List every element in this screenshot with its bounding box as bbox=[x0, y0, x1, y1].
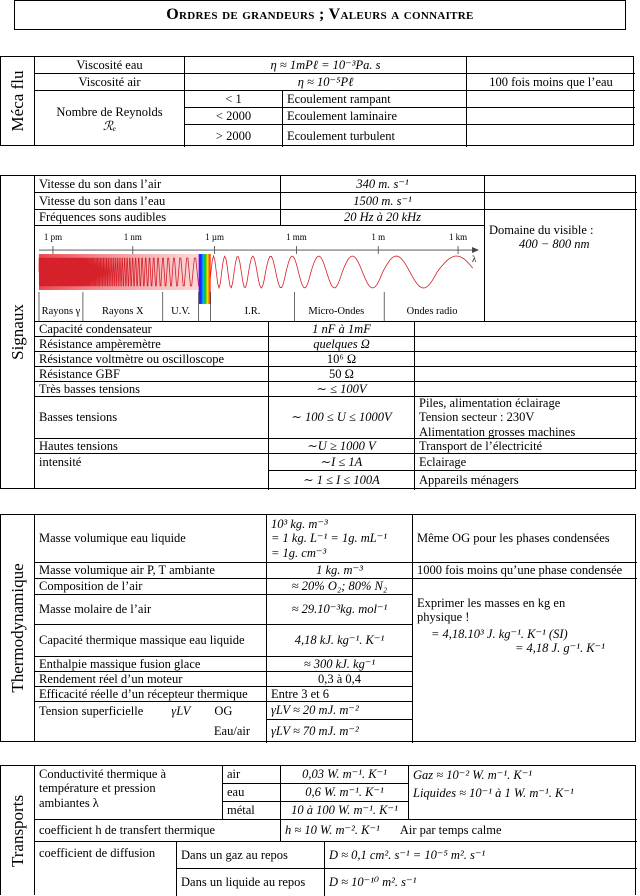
elec-row-label: Capacité condensateur bbox=[35, 322, 269, 337]
basses-note-2: Tension secteur : 230V bbox=[419, 410, 535, 425]
diff-label: coefficient de diffusion bbox=[35, 842, 177, 896]
elec-row-note bbox=[415, 382, 637, 397]
elec-row-label: Résistance GBF bbox=[35, 367, 269, 382]
hautes-note: Transport de l’électricité bbox=[415, 439, 637, 454]
intensite-value-1: ∼I ≤ 1A bbox=[269, 454, 415, 471]
elec-row-note bbox=[415, 322, 637, 337]
tension-label bbox=[35, 702, 267, 720]
mv-eau-label: Masse volumique eau liquide bbox=[35, 515, 267, 563]
intensite-note-1: Eclairage bbox=[415, 454, 637, 471]
metal-note bbox=[409, 802, 637, 820]
son-eau-value: 1500 m. s⁻¹ bbox=[281, 193, 485, 210]
h-label: coefficient h de transfert thermique bbox=[35, 820, 281, 842]
intensite-value-2: ∼ 1 ≤ I ≤ 100A bbox=[269, 471, 415, 490]
molaire-note bbox=[413, 595, 637, 625]
molaire-label: Masse molaire de l’air bbox=[35, 595, 267, 625]
elec-row-value: quelques Ω bbox=[269, 337, 415, 352]
molaire-value: ≈ 29.10⁻³kg. mol⁻¹ bbox=[267, 595, 413, 625]
molaire-note-1: Exprimer les masses en kg en bbox=[417, 595, 566, 610]
intensite-label: intensité bbox=[35, 454, 269, 490]
freq-label: Fréquences sons audibles bbox=[35, 210, 281, 226]
cond-eau-label: eau bbox=[223, 784, 281, 802]
elec-row-note bbox=[415, 352, 637, 367]
visc-air-value: η ≈ 10⁻⁵Pℓ bbox=[185, 74, 467, 91]
cond-metal-label: métal bbox=[223, 802, 281, 820]
compo-value: ≈ 20% O₂; 80% N₂ bbox=[267, 579, 413, 595]
em-spectrum-graphic bbox=[35, 226, 484, 322]
mv-eau-line-1: 10³ kg. m⁻³ bbox=[271, 516, 328, 531]
visc-air-note: 100 fois moins que l’eau bbox=[467, 74, 635, 91]
cond-line-2: température et pression bbox=[39, 781, 156, 796]
mv-eau-note: Même OG pour les phases condensées bbox=[413, 515, 637, 563]
eff-note bbox=[413, 687, 637, 702]
visc-eau-label: Viscosité eau bbox=[35, 57, 185, 74]
section-title: Thermodynamique bbox=[7, 563, 27, 693]
basses-value: ∼ 100 ≤ U ≤ 1000V bbox=[269, 397, 415, 439]
basses-note bbox=[415, 397, 637, 439]
elec-row-value: 50 Ω bbox=[269, 367, 415, 382]
freq-value: 20 Hz à 20 kHz bbox=[281, 210, 485, 226]
domain-x: Rayons X bbox=[102, 305, 144, 317]
section-meca-flu bbox=[0, 56, 634, 146]
cond-label bbox=[35, 766, 223, 820]
eff-label: Efficacité réelle d’un récepteur thermique bbox=[35, 687, 267, 702]
section-title: Signaux bbox=[7, 304, 27, 360]
tick-1m: 1 m bbox=[371, 231, 386, 242]
rend-value: 0,3 à 0,4 bbox=[267, 672, 413, 687]
cond-air-label: air bbox=[223, 766, 281, 784]
rend-label: Rendement réel d’un moteur bbox=[35, 672, 267, 687]
re-regime-1: Ecoulement rampant bbox=[283, 91, 467, 108]
eauair-label bbox=[35, 720, 267, 743]
elec-row-note bbox=[415, 367, 637, 382]
son-eau-label: Vitesse du son dans l’eau bbox=[35, 193, 281, 210]
section-label bbox=[1, 176, 35, 488]
diff-liq-value: D ≈ 10⁻¹⁰ m². s⁻¹ bbox=[329, 875, 417, 890]
gamma-symbol: γLV bbox=[171, 703, 191, 718]
capa-label: Capacité thermique massique eau liquide bbox=[35, 625, 267, 657]
em-spectrum bbox=[35, 226, 485, 322]
elec-row-value: 10⁶ Ω bbox=[269, 352, 415, 367]
enth-value: ≈ 300 kJ. kg⁻¹ bbox=[267, 657, 413, 672]
re-range-2: < 2000 bbox=[185, 108, 283, 125]
molaire-note-2: physique ! bbox=[417, 610, 470, 624]
elec-row-label: Très basses tensions bbox=[35, 382, 269, 397]
section-thermo bbox=[0, 514, 636, 742]
cond-eau-value: 0,6 W. m⁻¹. K⁻¹ bbox=[281, 784, 409, 802]
domain-ir: I.R. bbox=[244, 305, 261, 317]
re-note-2 bbox=[467, 108, 635, 125]
elec-row-label: Résistance voltmètre ou oscilloscope bbox=[35, 352, 269, 367]
cond-air-value: 0,03 W. m⁻¹. K⁻¹ bbox=[281, 766, 409, 784]
capa-value: 4,18 kJ. kg⁻¹. K⁻¹ bbox=[267, 625, 413, 657]
visc-eau-value: η ≈ 1mPℓ = 10⁻³Pa. s bbox=[185, 57, 467, 74]
re-note-1 bbox=[467, 91, 635, 108]
cond-metal-value: 10 à 100 W. m⁻¹. K⁻¹ bbox=[281, 802, 409, 820]
section-label bbox=[1, 57, 35, 145]
reynolds-label bbox=[35, 91, 185, 147]
section-title: Transports bbox=[7, 794, 27, 867]
eauair-text: Eau/air bbox=[213, 724, 250, 739]
domain-uv: U.V. bbox=[171, 305, 191, 317]
cond-line-3: ambiantes λ bbox=[39, 795, 99, 810]
elec-row-value: ∼ ≤ 100V bbox=[269, 382, 415, 397]
tension-text: Tension superficielle bbox=[39, 703, 144, 718]
son-air-value: 340 m. s⁻¹ bbox=[281, 176, 485, 193]
reynolds-symbol: ℛₑ bbox=[102, 119, 117, 133]
capa-note-2: = 4,18 J. g⁻¹. K⁻¹ bbox=[515, 641, 605, 655]
enth-note bbox=[413, 657, 637, 672]
section-signaux bbox=[0, 175, 636, 489]
son-eau-note bbox=[485, 193, 637, 210]
hautes-value: ∼U ≥ 1000 V bbox=[269, 439, 415, 454]
mv-eau-line-3: = 1g. cm⁻³ bbox=[271, 545, 327, 560]
eauair-value: γLV ≈ 70 mJ. m⁻² bbox=[267, 720, 413, 743]
son-air-label: Vitesse du son dans l’air bbox=[35, 176, 281, 193]
domain-micro: Micro-Ondes bbox=[308, 305, 365, 317]
re-note-3 bbox=[467, 125, 635, 147]
visible-band bbox=[199, 254, 211, 304]
compo-label: Composition de l’air bbox=[35, 579, 267, 595]
capa-note bbox=[413, 625, 637, 657]
mv-air-note: 1000 fois moins qu’une phase condensée bbox=[413, 563, 637, 579]
page-title: Ordres de grandeurs ; Valeurs a connaitre bbox=[14, 0, 626, 30]
h-note: Air par temps calme bbox=[399, 823, 502, 838]
intensite-note-2: Appareils ménagers bbox=[419, 473, 519, 488]
tick-1km: 1 km bbox=[448, 231, 468, 242]
re-regime-2: Ecoulement laminaire bbox=[283, 108, 467, 125]
h-row bbox=[281, 820, 637, 842]
basses-note-3: Alimentation grosses machines bbox=[419, 424, 576, 439]
tick-1um: 1 µm bbox=[205, 231, 225, 242]
gaz-note: Gaz ≈ 10⁻² W. m⁻¹. K⁻¹ bbox=[413, 767, 533, 782]
og-value: γLV ≈ 20 mJ. m⁻² bbox=[267, 702, 413, 720]
re-range-1: < 1 bbox=[185, 91, 283, 108]
og-note bbox=[413, 702, 637, 720]
mv-air-value: 1 kg. m⁻³ bbox=[267, 563, 413, 579]
enth-label: Enthalpie massique fusion glace bbox=[35, 657, 267, 672]
liq-note: Liquides ≈ 10⁻¹ à 1 W. m⁻¹. K⁻¹ bbox=[413, 785, 574, 800]
hautes-label: Hautes tensions bbox=[35, 439, 269, 454]
eff-value: Entre 3 et 6 bbox=[267, 687, 413, 702]
tick-1nm: 1 nm bbox=[123, 231, 142, 242]
mv-eau-line-2: = 1 kg. L⁻¹ = 1g. mL⁻¹ bbox=[271, 531, 388, 546]
visible-value: 400 − 800 nm bbox=[519, 237, 590, 252]
compo-note bbox=[413, 579, 637, 595]
og-label: OG bbox=[214, 703, 233, 718]
visible-label: Domaine du visible : bbox=[489, 223, 594, 237]
elec-row-label: Résistance ampèremètre bbox=[35, 337, 269, 352]
elec-row-note bbox=[415, 337, 637, 352]
diff-liq-label: Dans un liquide au repos bbox=[177, 869, 325, 896]
visc-eau-note bbox=[467, 57, 635, 74]
capa-note-1: = 4,18.10³ J. kg⁻¹. K⁻¹ (SI) bbox=[431, 626, 568, 641]
elec-row-value: 1 nF à 1mF bbox=[269, 322, 415, 337]
section-label bbox=[1, 766, 35, 895]
visible-domain bbox=[485, 220, 637, 322]
section-title: Méca flu bbox=[7, 70, 27, 132]
h-value: h ≈ 10 W. m⁻². K⁻¹ bbox=[285, 823, 380, 838]
cond-line-1: Conductivité thermique à bbox=[39, 767, 167, 781]
reynolds-text: Nombre de Reynolds bbox=[56, 104, 163, 119]
basses-label: Basses tensions bbox=[35, 397, 269, 439]
visc-air-label: Viscosité air bbox=[35, 74, 185, 91]
diff-gaz-value: D ≈ 0,1 cm². s⁻¹ = 10⁻⁵ m². s⁻¹ bbox=[325, 842, 637, 869]
diff-gaz-label: Dans un gaz au repos bbox=[177, 842, 325, 869]
lambda-label: λ bbox=[472, 253, 477, 264]
son-air-note bbox=[485, 176, 637, 193]
axis-arrow-icon bbox=[472, 247, 479, 253]
mv-eau-value bbox=[267, 515, 413, 563]
re-range-3: > 2000 bbox=[185, 125, 283, 147]
mv-air-label: Masse volumique air P, T ambiante bbox=[35, 563, 267, 579]
tick-1mm: 1 mm bbox=[286, 231, 307, 242]
section-label bbox=[1, 515, 35, 741]
rend-note bbox=[413, 672, 637, 687]
eauair-note bbox=[413, 720, 637, 743]
tick-1pm: 1 pm bbox=[43, 231, 63, 242]
re-regime-3: Ecoulement turbulent bbox=[283, 125, 467, 147]
domain-gamma: Rayons γ bbox=[41, 305, 81, 317]
section-transports bbox=[0, 765, 636, 895]
domain-radio: Ondes radio bbox=[406, 305, 458, 317]
basses-note-1: Piles, alimentation éclairage bbox=[419, 397, 561, 410]
